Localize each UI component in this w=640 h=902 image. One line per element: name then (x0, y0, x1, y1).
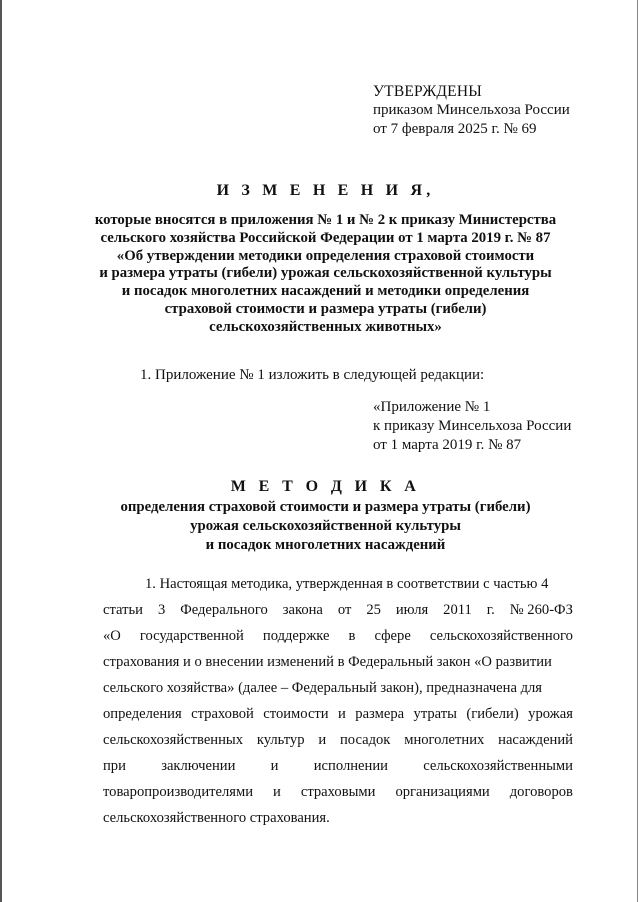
word: июля (395, 602, 429, 618)
paragraph-line: сельскохозяйственного страхования. (103, 810, 330, 826)
word: закона (282, 602, 323, 618)
word: государственной (139, 628, 244, 644)
word: поддержке (262, 628, 330, 644)
approval-line: от 7 февраля 2025 г. № 69 (373, 121, 537, 137)
item-1: 1. Приложение № 1 изложить в следующей редакции: (140, 367, 485, 383)
subtitle-line: страховой стоимости и размера утраты (гибели) (164, 300, 487, 317)
method-subtitle-line: и посадок многолетних насаждений (205, 537, 446, 553)
paragraph-1 (103, 571, 573, 831)
paragraph-line (103, 727, 573, 753)
paragraph-line: страхования и о внесении изменений в Федеральный закон «О развитии (103, 654, 552, 670)
word: № 260-ФЗ (509, 602, 573, 618)
word: урожая (528, 706, 573, 722)
paragraph-line (103, 701, 573, 727)
scan-edge-right (637, 0, 638, 902)
changes-subtitle (88, 212, 563, 337)
word: и (338, 706, 346, 722)
approval-line: приказом Минсельхоза России (373, 102, 570, 118)
annex-reference (373, 398, 571, 455)
approval-heading: УТВЕРЖДЕНЫ (373, 83, 482, 100)
word: сельскохозяйственными (423, 758, 573, 774)
word: культур (256, 732, 305, 748)
word: заключении (161, 758, 236, 774)
word: стоимости (263, 706, 329, 722)
subtitle-line: и посадок многолетних насаждений и методики определения (121, 283, 530, 300)
word: и (318, 732, 327, 748)
word: г. (486, 602, 495, 618)
word: страховыми (300, 784, 376, 800)
word: и (270, 758, 279, 774)
paragraph-line (103, 623, 573, 649)
annex-line: «Приложение № 1 (373, 399, 491, 415)
word: посадок (339, 732, 391, 748)
word: сфере (374, 628, 411, 644)
word: 25 (366, 602, 381, 618)
subtitle-line: и размера утраты (гибели) урожая сельскохозяйственной культуры (99, 265, 552, 282)
approval-block (373, 82, 570, 139)
subtitle-line: которые вносятся в приложения № 1 и № 2 к приказу Министерства (94, 212, 557, 228)
subtitle-line: «Об утверждении методики определения страховой стоимости (116, 247, 535, 264)
paragraph-line (103, 753, 573, 779)
word: договоров (509, 784, 573, 800)
word: организациями (395, 784, 490, 800)
word: сельскохозяйственных (103, 732, 244, 748)
word: товаропроизводителями (103, 784, 254, 800)
word: размера (355, 706, 405, 722)
paragraph-line: сельского хозяйства» (далее – Федеральный закон), предназначена для (103, 680, 543, 696)
word: статьи (103, 602, 143, 618)
method-subtitle (88, 498, 563, 555)
changes-title: И З М Е Н Е Н И Я, (216, 182, 435, 199)
word: 3 (157, 602, 166, 618)
method-title: М Е Т О Д И К А (230, 478, 421, 495)
annex-line: от 1 марта 2019 г. № 87 (373, 437, 522, 453)
subtitle-line: сельскохозяйственных животных» (209, 318, 442, 335)
paragraph-line (103, 597, 573, 623)
word: многолетних (404, 732, 485, 748)
method-subtitle-line: урожая сельскохозяйственной культуры (190, 518, 461, 534)
word: Федерального (180, 602, 268, 618)
word: от (337, 602, 352, 618)
word: сельскохозяйственного (429, 628, 573, 644)
word: «О (103, 628, 121, 644)
word: и (273, 784, 281, 800)
word: в (348, 628, 356, 644)
word: 2011 (443, 602, 472, 618)
word: насаждений (498, 732, 573, 748)
word: определения (103, 706, 182, 722)
word: (гибели) (466, 706, 519, 722)
word: при (103, 758, 126, 774)
method-subtitle-line: определения страховой стоимости и размера утраты (гибели) (120, 499, 531, 515)
word: утраты (413, 706, 457, 722)
paragraph-line: 1. Настоящая методика, утвержденная в соответствии с частью 4 (145, 576, 549, 592)
paragraph-line (103, 779, 573, 805)
scan-edge-left (0, 0, 2, 902)
word: исполнении (313, 758, 388, 774)
word: страховой (191, 706, 254, 722)
annex-line: к приказу Минсельхоза России (373, 418, 572, 434)
subtitle-line: сельского хозяйства Российской Федерации от 1 марта 2019 г. № 87 (100, 229, 551, 246)
